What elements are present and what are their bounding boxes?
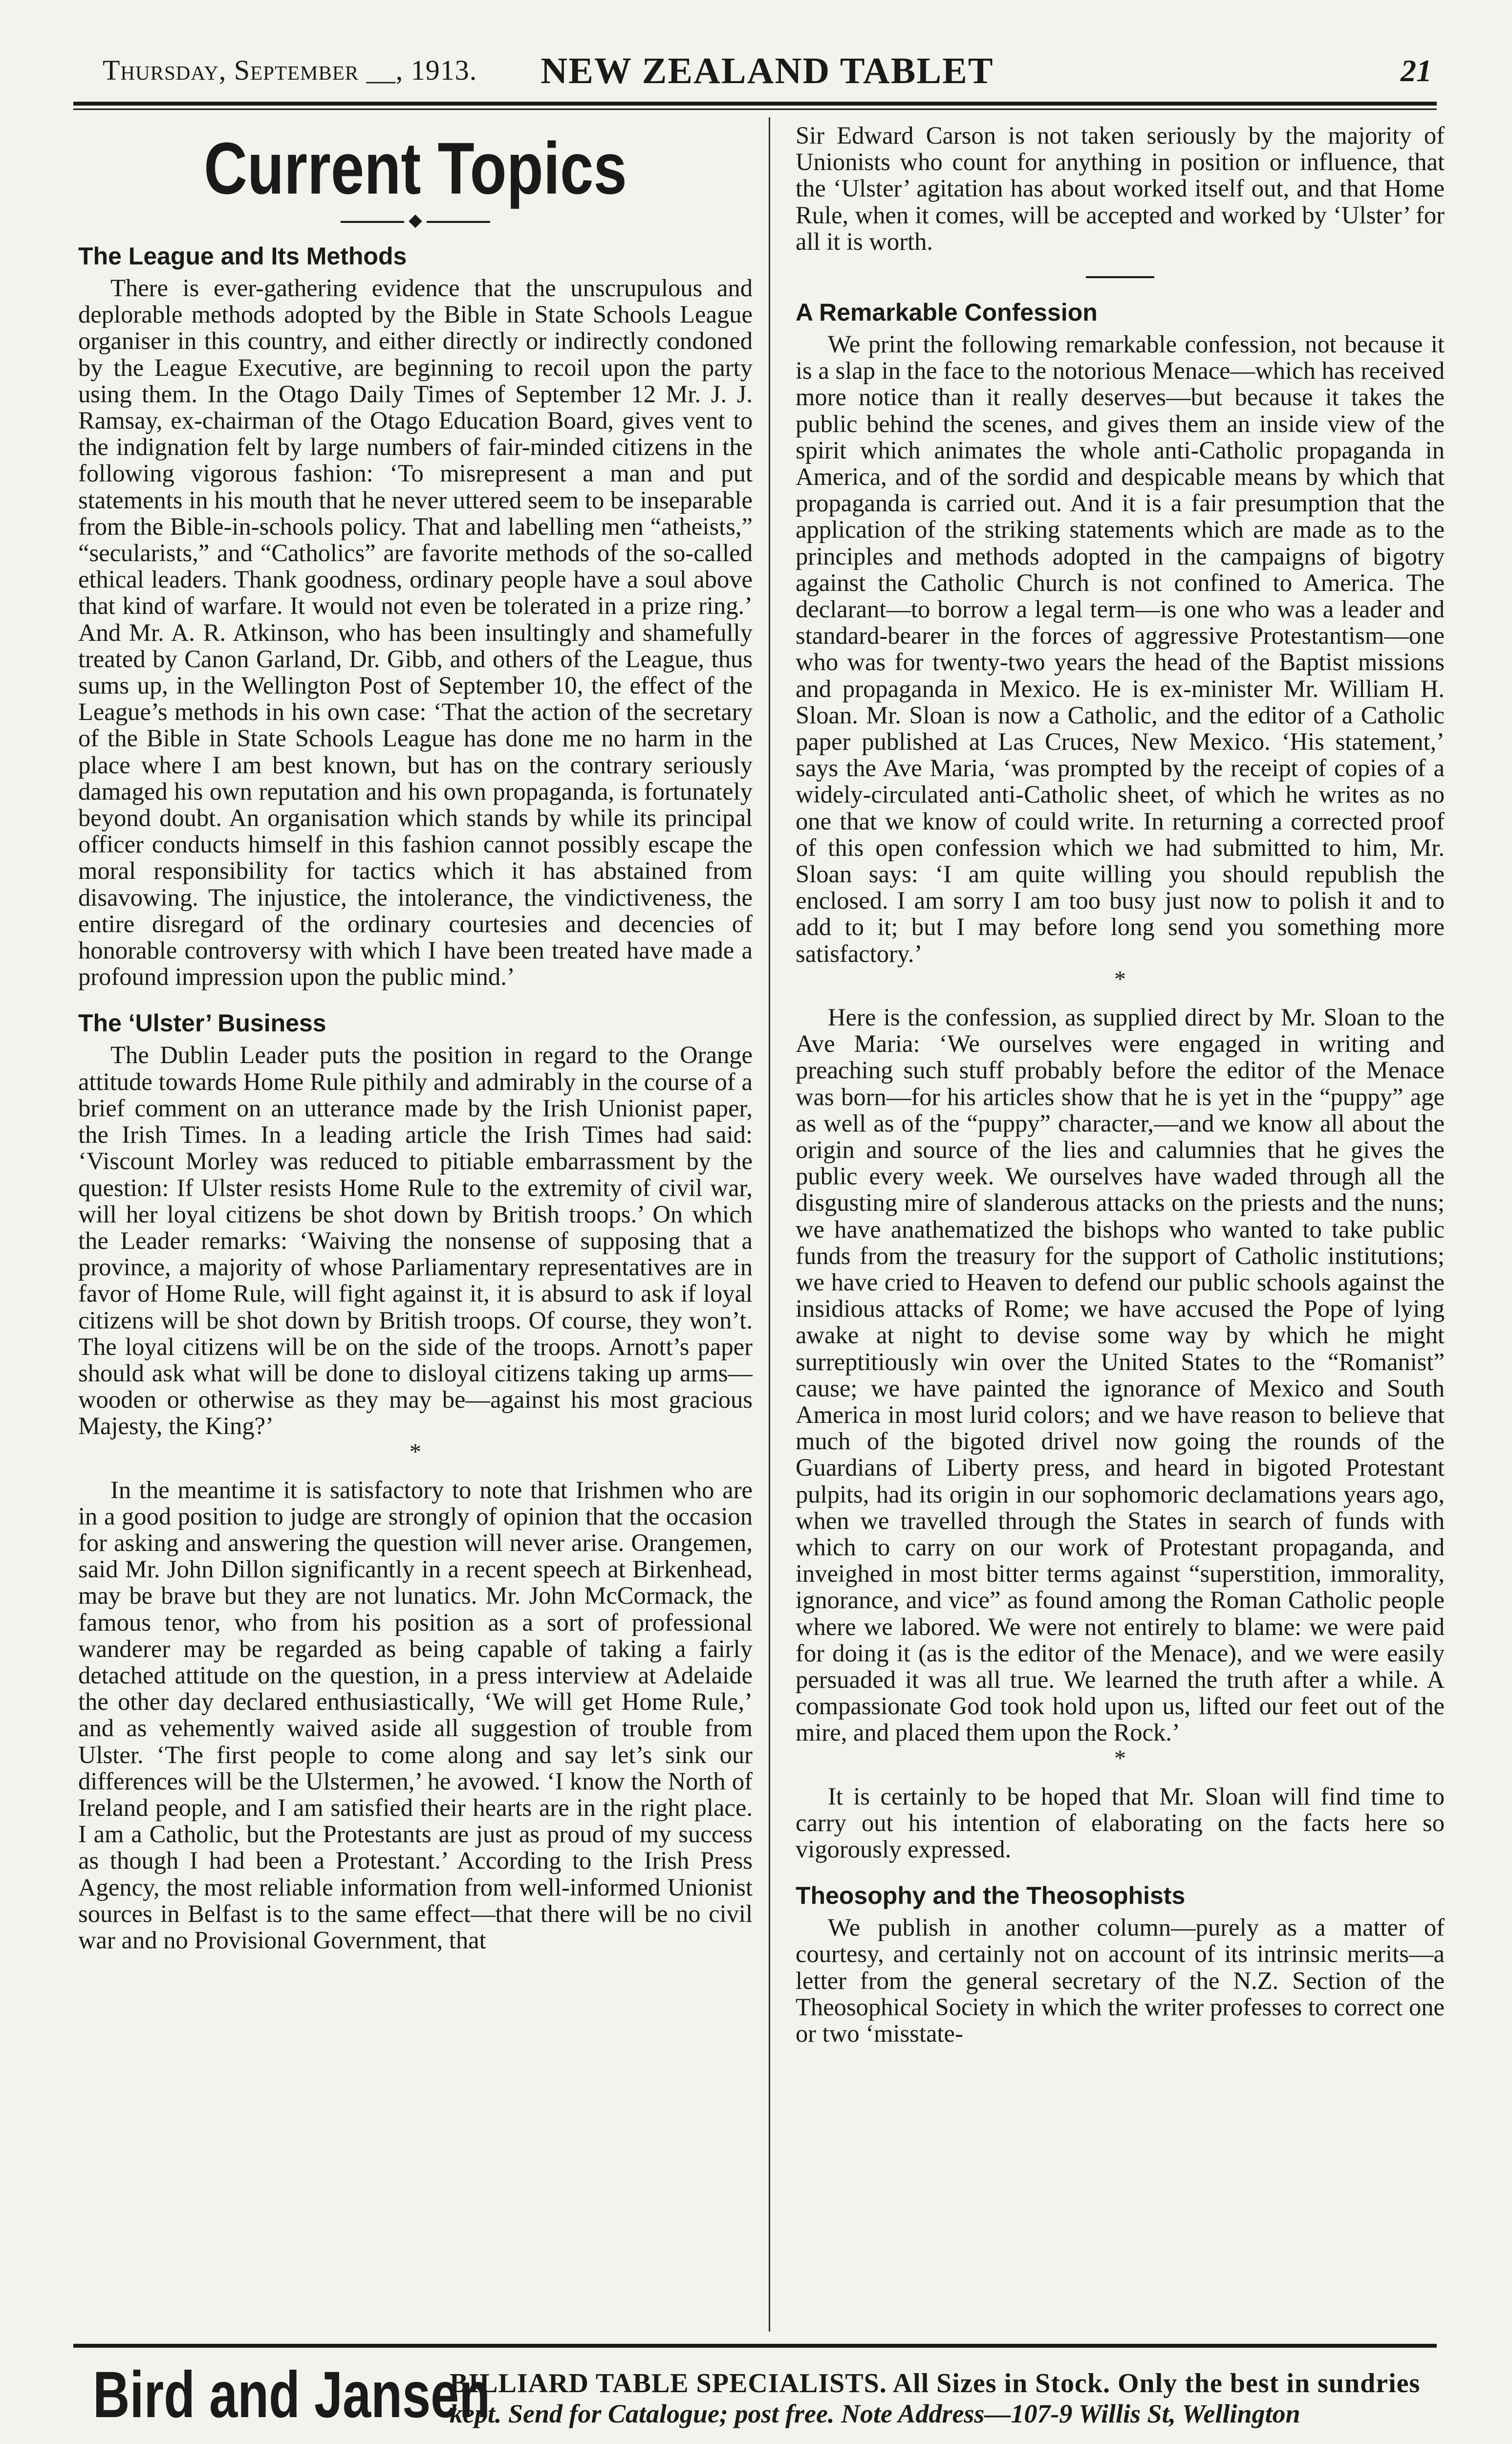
diamond-icon: ◆ — [409, 210, 422, 230]
star-separator: * — [1114, 966, 1126, 992]
left-column — [78, 122, 753, 1953]
star-separator: * — [410, 1439, 421, 1465]
heading-ornament — [78, 210, 753, 230]
star-separator: * — [1114, 1745, 1126, 1771]
page-heading: Current Topics — [204, 127, 627, 209]
ad-line-2: kept. Send for Catalogue; post free. Note Address—107-9 Willis St, Wellington — [450, 2399, 1300, 2428]
advertisement-text — [450, 2368, 1427, 2429]
column-divider — [769, 117, 770, 2332]
article-paragraph: We print the following remarkable confession, not because it is a slap in the face to the notorious Menace—which has received more notice than it really deserves—but because it takes the public behind the scenes, and gives them an inside view of the spirit which animates the whole anti-Catholic propaganda in America, and of the sordid and despicable means by which that propaganda is carried out. And it is a fair presumption that the application of the striking statements which are made as to the principles and methods adopted in the campaigns of bigotry against the Catholic Church is not confined to America. The declarant—to borrow a legal term—is one who was a leader and standard-bearer in the forces of aggressive Protestantism—one who was for twenty-two years the head of the Baptist missions and propaganda in Mexico. He is ex-minister Mr. William H. Sloan. Mr. Sloan is now a Catholic, and the editor of a Catholic paper published at Las Cruces, New Mexico. ‘His statement,’ says the Ave Maria, ‘was prompted by the receipt of copies of a widely-circulated anti-Catholic sheet, of which he writes as no one that we know of could write. In returning a corrected proof of this open confession which we had submitted to him, Mr. Sloan says: ‘I am quite willing you should republish the enclosed. I am sorry I am too busy just now to polish it and to add to it; but I may before long send you something more satisfactory.’ — [796, 330, 1445, 967]
advertiser-name: Bird and Jansen — [93, 2358, 491, 2431]
article-paragraph: We publish in another column—purely as a matter of courtesy, and certainly not on account of its intrinsic merits—a letter from the general secretary of the N.Z. Section of the Theosophical Society in which the writer professes to correct one or two ‘misstate- — [796, 1914, 1445, 2047]
article-paragraph: It is certainly to be hoped that Mr. Sloan will find time to carry out his intention of elaborating on the facts here so vigorously expressed. — [796, 1782, 1445, 1863]
ad-line-1: BILLIARD TABLE SPECIALISTS. All Sizes in Stock. Only the best in sundries — [450, 2368, 1421, 2399]
section-title-theosophy: Theosophy and the Theosophists — [796, 1882, 1186, 1910]
article-paragraph: Here is the confession, as supplied direct by Mr. Sloan to the Ave Maria: ‘We ourselves were engaged in writing and preaching such stuff probably before the editor of the Menace was born—for his articles show that he is yet in the “puppy” age as well as of the “puppy” character,—and we know all about the origin and source of the lies and calumnies that he gives the public every week. We ourselves have waded through all the disgusting mire of slanderous attacks on the priests and the nuns; we have anathematized the bishops who wanted to take public funds from the treasury for the support of Catholic institutions; we have cried to Heaven to defend our public schools against the insidious attacks of Rome; we have accused the Pope of lying awake at night to devise some way by which he might surreptitiously win over the United States to the “Romanist” cause; we have painted the ignorance of Mexico and South America in most lurid colors; and we have reason to believe that much of the bigoted drivel now going the rounds of the Guardians of Liberty press, and heard in bigoted Protestant pulpits, had its origin in our sophomoric declamations years ago, when we travelled through the States in search of funds with which to carry on our work of Protestant propaganda, and inveighed in most bitter terms against “superstition, immorality, ignorance, and vice” as found among the Roman Catholic people where we labored. We were not entirely to blame: we were paid for doing it (as is the editor of the Menace), and we were easily persuaded it was all true. We learned the truth after a while. A compassionate God took hold upon us, lifted our feet out of the mire, and placed them upon the Rock.’ — [796, 1003, 1445, 1746]
issue-date: Thursday, September __, 1913. — [103, 54, 477, 86]
newspaper-title: NEW ZEALAND TABLET — [540, 50, 994, 91]
masthead — [103, 50, 1432, 104]
page-number: 21 — [1401, 53, 1432, 88]
advertisement-footer — [73, 2354, 1437, 2442]
article-paragraph: There is ever-gathering evidence that the unscrupulous and deplorable methods adopted by the Bible in State Schools League organiser in this country, and either directly or indirectly condoned by the League Executive, are beginning to recoil upon the party using them. In the Otago Daily Times of September 12 Mr. J. J. Ramsay, ex-chairman of the Otago Education Board, gives vent to the indignation felt by large numbers of fair-minded citizens in the following vigorous fashion: ‘To misrepresent a man and put statements in his mouth that he never uttered seem to be inseparable from the Bible-in-schools policy. That and labelling men “atheists,” “secularists,” and “Catholics” are favorite methods of the so-called ethical leaders. Thank goodness, ordinary people have a soul above that kind of warfare. It would not even be tolerated in a prize ring.’ And Mr. A. R. Atkinson, who has been insultingly and shamefully treated by Canon Garland, Dr. Gibb, and others of the League, thus sums up, in the Wellington Post of September 10, the effect of the League’s methods in his own case: ‘That the action of the secretary of the Bible in State Schools League has done me no harm in the place where I am best known, but has on the contrary seriously damaged his own reputation and his own propaganda, is fortunately beyond doubt. An organisation which stands by while its principal officer conducts himself in this fashion cannot possibly escape the moral responsibility for tactics which it has abstained from disavowing. The injustice, the intolerance, the vindictiveness, the entire disregard of the ordinary courtesies and decencies of honorable controversy with which I have been treated have made a profound impression upon the public mind.’ — [78, 274, 753, 991]
article-paragraph: The Dublin Leader puts the position in regard to the Orange attitude towards Home Rule pithily and admirably in the course of a brief comment on an utterance made by the Irish Unionist paper, the Irish Times. In a leading article the Irish Times had said: ‘Viscount Morley was reduced to pitiable embarrassment by the question: If Ulster resists Home Rule to the extremity of civil war, will her loyal citizens be shot down by British troops.’ On which the Leader remarks: ‘Waiving the nonsense of supposing that a province, a majority of whose Parliamentary representatives are in favor of Home Rule, will fight against it, it is absurd to ask if loyal citizens will be shot down by British troops. Of course, they won’t. The loyal citizens will be on the side of the troops. Arnott’s paper should ask what will be done to disloyal citizens taking up arms—wooden or otherwise as they may be—against his most gracious Majesty, the King?’ — [78, 1041, 753, 1440]
ornament-line — [341, 221, 404, 223]
article-paragraph: In the meantime it is satisfactory to note that Irishmen who are in a good position to judge are strongly of opinion that the occasion for asking and answering the question will never arise. Orangemen, said Mr. John Dillon significantly in a recent speech at Birkenhead, may be brave but they are not lunatics. Mr. John McCormack, the famous tenor, who from his position as a sort of professional wanderer may be regarded as being capable of taking a fairly detached attitude on the question, in a press interview at Adelaide the other day declared enthusiastically, ‘We will get Home Rule,’ and as vehemently waived aside all suggestion of trouble from Ulster. ‘The first people to come along and say let’s sink our differences will be the Ulstermen,’ he avowed. ‘I know the North of Ireland people, and I am satisfied their hearts are in the right place. I am a Catholic, but the Protestants are just as proud of my success as though I had been a Protestant.’ According to the Irish Press Agency, the most reliable information from well-informed Unionist sources in Belfast is to the same effect—that there will be no civil war and no Provisional Government, that — [78, 1476, 753, 1954]
continued-paragraph: Sir Edward Carson is not taken seriously by the majority of Unionists who count for anything in position or influence, that the ‘Ulster’ agitation has about worked itself out, and that Home Rule, when it comes, will be accepted and worked by ‘Ulster’ for all it is worth. — [796, 122, 1445, 255]
footer-rule — [73, 2344, 1437, 2348]
section-title-ulster: The ‘Ulster’ Business — [78, 1009, 326, 1037]
section-title-confession: A Remarkable Confession — [796, 299, 1098, 327]
masthead-rule-thin — [73, 109, 1437, 110]
ornament-line — [427, 221, 490, 223]
masthead-rule — [73, 102, 1437, 106]
right-column — [796, 122, 1445, 2047]
section-title-league: The League and Its Methods — [78, 242, 407, 270]
section-rule — [1086, 276, 1154, 278]
